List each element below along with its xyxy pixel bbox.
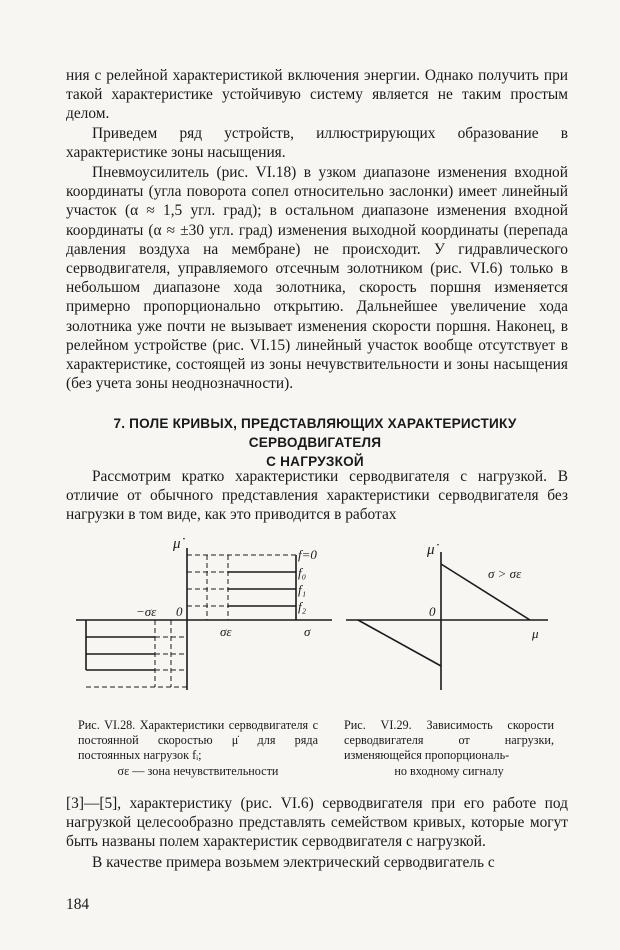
figure-29-plot <box>340 532 560 702</box>
fig29-caption-line1: Рис. VI.29. Зависимость скорости серводвигателя от нагрузки, изменяющейся пропорциональ- <box>344 718 554 763</box>
fig28-caption-line2: σε — зона нечувствительности <box>117 763 279 778</box>
fig28-caption-line1: Рис. VI.28. Характеристики серводвигателя с постоянной скоростью μ̇ для ряда постоянных нагрузок fᵢ; <box>78 718 318 763</box>
paragraph-1: ния с релейной характеристикой включения энергии. Однако получить при такой характеристике устойчивую систему является не таким простым делом. <box>66 67 568 123</box>
figure-29-caption <box>344 718 554 779</box>
figure-28-plot <box>70 532 340 702</box>
fig29-label-mu-dot: μ̇ <box>427 542 435 558</box>
figure-28-caption <box>78 718 318 779</box>
paragraph-6: В качестве примера возьмем электрический серводвигатель с <box>92 854 495 871</box>
paragraph-2: Приведем ряд устройств, иллюстрирующих образование в характеристике зоны насыщения. <box>66 125 568 162</box>
paragraph-4: Рассмотрим кратко характеристики серводвигателя с нагрузкой. В отличие от обычного представления характеристики серводвигателя без нагрузки в том виде, как это приводится в работах <box>66 468 568 524</box>
section-heading-line1: 7. ПОЛЕ КРИВЫХ, ПРЕДСТАВЛЯЮЩИХ ХАРАКТЕРИСТИКУ СЕРВОДВИГАТЕЛЯ <box>113 416 517 450</box>
section-heading <box>60 414 570 471</box>
fig28-label-zero: 0 <box>176 604 183 619</box>
fig29-line-negative <box>358 620 441 666</box>
fig28-label-f0: f₀ <box>298 565 307 580</box>
fig29-caption-line2: но входному сигналу <box>394 763 504 778</box>
fig28-label-f2: f₂ <box>298 599 307 614</box>
fig29-label-zero: 0 <box>429 604 436 619</box>
paragraph-3: Пневмоусилитель (рис. VI.18) в узком диапазоне изменения входной координаты (угла поворота сопел относительно заслонки) имеет линейный участок (α ≈ 1,5 угл. град); в остальном диапазоне изменения входной координаты (α ≈ ±30 угл. град) изменения выходной координаты (перепада давления воздуха на мембране) не происходит. У гидравлического серводвигателя, управляемого отсечным золотником (рис. VI.6) только в небольшом диапазоне хода золотника, скорость поршня изменяется примерно пропорционально открытию. Дальнейшее увеличение хода золотника уже почти не вызывает изменения скорости поршня. Наконец, в релейном устройстве (рис. VI.15) линейный участок вообще отсутствует в характеристике, состоящей из зоны нечувствительности и зоны насыщения (без учета зоны неоднозначности). <box>66 164 568 393</box>
fig28-label-neg-sigma-eps: −σε <box>136 604 157 619</box>
fig28-label-mu-dot: μ̇ <box>173 536 181 552</box>
fig29-label-mu: μ <box>532 626 539 641</box>
fig29-label-cond: σ > σε <box>488 566 522 581</box>
section-heading-line2: С НАГРУЗКОЙ <box>266 454 364 469</box>
page-number: 184 <box>66 896 90 913</box>
fig28-label-sigma: σ <box>304 624 311 639</box>
fig28-label-sigma-eps: σε <box>220 624 232 639</box>
paragraph-5: [3]—[5], характеристику (рис. VI.6) серводвигателя при его работе под нагрузкой целесообразно представлять семейством кривых, которые могут быть названы полем характеристик серводвигателя с нагрузкой. <box>66 795 568 851</box>
fig28-label-f1: f₁ <box>298 582 307 597</box>
fig28-label-f0eq: f=0 <box>298 547 317 562</box>
